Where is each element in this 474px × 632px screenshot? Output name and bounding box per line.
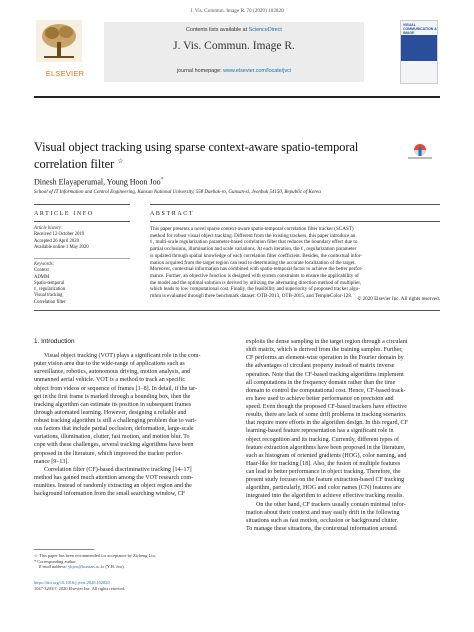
authors xyxy=(34,177,164,187)
abstract-body xyxy=(150,226,440,300)
journal-homepage xyxy=(104,68,364,74)
abstract-line: ℓ₁ multi-scale regularization parameter-based correlation filter that reduces the boundary effect due to xyxy=(150,239,358,246)
abstract-heading: ABSTRACT xyxy=(150,211,195,217)
doi-block xyxy=(34,580,274,591)
body-line: ous factors that include partial occlusion, deformation, large-scale xyxy=(34,426,194,433)
title-line-2: correlation filter xyxy=(34,157,115,172)
body-line: all computations in the frequency domain rather than the time xyxy=(246,379,396,386)
body-line: Visual object tracking (VOT) plays a significant role in the com- xyxy=(44,353,201,359)
keyword: Spatio-temporal xyxy=(34,280,65,286)
body-line: through automated learning. However, designing a reliable and xyxy=(34,409,187,416)
footnote-text: This paper has been recommended for acceptance by Zicheng Liu. xyxy=(38,553,156,558)
body-rule xyxy=(34,310,440,311)
body-line: mation about their context and may easily drift in the following xyxy=(246,509,400,516)
abstract-line: rithm is evaluated through three benchmark dataset: OTB-2013, OTB-2015, and TempleColor-128. xyxy=(150,293,353,300)
cover-band xyxy=(401,35,437,61)
keyword: Context xyxy=(34,268,49,274)
body-line: Correlation filter (CF)-based discriminative tracking [14–17] xyxy=(44,466,192,473)
publisher-name: ELSEVIER xyxy=(45,69,85,78)
body-line: proposed in the literature, which improved the tracker perfor- xyxy=(34,450,183,457)
affiliation: School of IT Information and Control Engineering, Kunsan National University, 558 Daehak-ro, Gunsan-si, Jeonbuk 54150, Republic of Korea xyxy=(34,190,321,195)
abstract-line: This paper presents a novel sparse context-aware spatio-temporal correlation filter tracker (SCAST) xyxy=(150,226,354,232)
history-received: Received 12 October 2019 xyxy=(34,232,85,238)
body-line: background information from the small searching window, CF xyxy=(34,491,186,498)
keyword: Correlation filter xyxy=(34,299,66,305)
keyword: ℓ₁ regularization xyxy=(34,287,66,293)
body-line: tracking algorithm can estimate its position in subsequent frames xyxy=(34,401,192,408)
history-label: Article history: xyxy=(34,226,63,231)
body-line: present study focuses on the feature extraction-based CF tracking xyxy=(246,477,405,484)
history-online: Available online 1 May 2020 xyxy=(34,244,89,250)
elsevier-tree-icon xyxy=(36,20,82,62)
article-title xyxy=(34,140,394,171)
email-suffix: (Y.H. Joo). xyxy=(104,564,125,570)
body-line: such as histogram of oriented gradients (HOG), color naming, and xyxy=(246,452,407,459)
body-line: shift matrix, which is derived from the training samples. Further, xyxy=(246,347,403,354)
body-line: To manage these situations, the contextual information around xyxy=(246,525,397,532)
body-line: munities. Instead of randomly extracting an object region and the xyxy=(34,483,192,489)
article-info-heading: ARTICLE INFO xyxy=(34,211,94,217)
abstract-rule-2 xyxy=(150,221,440,222)
body-line: surveillance, robotics, autonomous driving, motion analysis, and xyxy=(34,369,191,376)
sciencedirect-link[interactable]: ScienceDirect xyxy=(248,27,282,33)
body-line: that require more efforts in the algorithm design. In this regard, CF xyxy=(246,420,408,427)
body-line: results, there are lack of some drift problems in tracking scenarios xyxy=(246,412,406,419)
intro-left-column xyxy=(34,352,230,498)
abstract-copyright: © 2020 Elsevier Inc. All rights reserved. xyxy=(357,296,440,302)
body-line: get in the first frame is marked through a bounding box, then the xyxy=(34,393,191,400)
email-link[interactable]: yhjoo@kunsan.ac.kr xyxy=(68,564,105,570)
body-line: method has gained much attention among the VOT research com- xyxy=(34,474,194,481)
footnote-text: Corresponding author. xyxy=(37,558,77,564)
footnote-rule xyxy=(34,549,94,550)
body-line: feature extraction algorithms have been proposed in the literature, xyxy=(246,444,406,451)
keywords-label: Keywords: xyxy=(34,262,55,267)
body-line: algorithm, particularly, HOG and color names (CN) features are xyxy=(246,485,401,492)
journal-title: J. Vis. Commun. Image R. xyxy=(173,40,295,52)
body-line: can lead to better performance in object tracking. Therefore, the xyxy=(246,469,401,475)
body-line: domain to control the computational cost. Hence, CF-based track- xyxy=(246,387,406,394)
issn-line: 1047-3203/© 2020 Elsevier Inc. All rights reserved. xyxy=(34,585,126,591)
section-heading-introduction: 1. Introduction xyxy=(34,338,75,345)
intro-right-column xyxy=(246,338,442,533)
body-line: situations such as fast motion, occlusion or background clutter. xyxy=(246,517,399,524)
author-names: Dinesh Elayaperumal, Young Hoon Joo xyxy=(34,177,161,187)
abstract-line: partial occlusions, illumination and scale variations. At each iteration, the ℓ₁ regularization parameter xyxy=(150,246,357,253)
homepage-link[interactable]: www.elsevier.com/locate/jvci xyxy=(223,68,292,74)
keyword: ADMM xyxy=(34,274,50,280)
body-line: mance [9–13]. xyxy=(34,458,69,465)
body-line: operation. Note that the CF-based tracking algorithms implement xyxy=(246,371,404,378)
body-line: object recognition and its tracking. Currently, different types of xyxy=(246,436,399,443)
body-line: ers have used to achieve better performance on precision and xyxy=(246,395,394,402)
body-line: CF performs an element-wise operation in the Fourier domain by xyxy=(246,355,404,362)
homepage-prefix: journal homepage: xyxy=(176,68,224,74)
journal-citation: J. Vis. Commun. Image R. 70 (2020) 102820 xyxy=(190,8,284,14)
cover-title: VISUAL COMMUNICATION & IMAGE xyxy=(403,23,437,35)
article-info-rule xyxy=(34,204,130,205)
journal-cover-thumbnail xyxy=(400,20,438,84)
doi-link[interactable]: https://doi.org/10.1016/j.jvcir.2020.102820 xyxy=(34,580,110,585)
body-line: unmanned aerial vehicle. VOT is a method to track an specific xyxy=(34,377,186,384)
body-line: variations, illumination, clutter, fast motion, and motion blur. To xyxy=(34,434,190,441)
footnotes xyxy=(34,553,230,570)
footnote-recommendation: ☆ This paper has been recommended for acceptance by Zicheng Liu. xyxy=(34,553,156,558)
email-label: E-mail address: xyxy=(39,564,69,570)
article-info-rule-2 xyxy=(34,221,130,222)
body-line: speed. Even though the proposed CF-based trackers have effective xyxy=(246,404,407,410)
body-line: learning-based feature representation has a significant role in xyxy=(246,428,394,435)
body-line: integrated into the algorithm to achieve effective tracking results. xyxy=(246,493,404,500)
title-line-1: Visual object tracking using sparse context-aware spatio-temporal xyxy=(34,140,359,154)
corresponding-author-mark[interactable]: * xyxy=(160,177,164,183)
footnote-email xyxy=(34,564,230,570)
body-line: Haar-like for tracking [18]. Also, the fusion of multiple features xyxy=(246,460,401,467)
body-line: On the other hand, CF trackers usually contain minimal infor- xyxy=(256,501,406,508)
keywords-rule xyxy=(34,258,130,259)
abstract-line: the model and the optimal solution is derived by utilizing the alternating direction method of multiplier, xyxy=(150,279,362,286)
abstract-rule xyxy=(150,204,440,205)
abstract-line: method for robust visual object tracking. Different from the existing trackers, this paper introduce an xyxy=(150,232,356,239)
body-line: the advantages of circulant property instead of matrix inverse xyxy=(246,363,395,370)
keywords xyxy=(34,262,134,306)
abstract-line: Moreover, contextual information has combined with spatio-temporal factor to achieve the better perfor- xyxy=(150,266,363,273)
contents-prefix: Contents lists available at xyxy=(186,27,249,33)
body-line: cope with these challenges, several tracking algorithms have been xyxy=(34,442,194,449)
abstract-line: mation acquired from the target region can lead to determining the accurate localization of the target. xyxy=(150,259,356,266)
title-footnote-mark[interactable]: ☆ xyxy=(117,157,124,165)
body-line: robust tracking algorithm is still a challenging problem due to vari- xyxy=(34,418,197,424)
keyword: Visual tracking xyxy=(34,293,63,299)
history-accepted: Accepted 26 April 2020 xyxy=(34,238,79,244)
footnote-corresponding: * Corresponding author. xyxy=(34,558,77,564)
elsevier-logo xyxy=(36,20,94,80)
body-line: puter vision area due to the wide-range of applications such as xyxy=(34,361,185,368)
body-line: exploits the dense sampling in the target region through a circulant xyxy=(246,339,408,345)
abstract-line: which leads to low computational cost. Finally, the feasibility and superiority of proposed tracker algo- xyxy=(150,286,360,293)
abstract-line: is updated through spatial knowledge of each correlation filter coefficient. Besides, the contextual infor- xyxy=(150,252,363,259)
check-for-updates-icon[interactable] xyxy=(402,142,438,162)
body-line: object from videos or sequence of frames [1–8]. In detail, if the tar- xyxy=(34,385,198,392)
article-history xyxy=(34,226,134,251)
header-rule xyxy=(34,96,440,98)
abstract-line: mance. Further, an objective function is designed with system constraints to ensure the applicability of xyxy=(150,272,359,279)
contents-line xyxy=(104,27,364,33)
